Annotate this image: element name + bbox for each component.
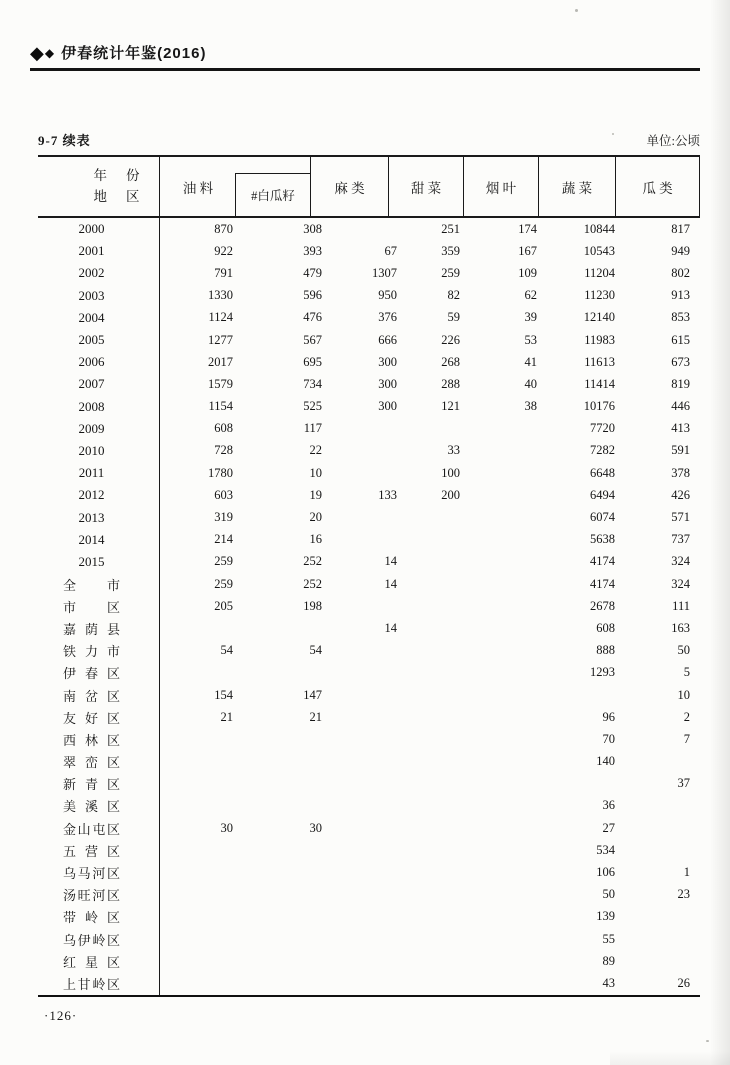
cell-value: 393 — [303, 243, 322, 258]
row-label-cell — [38, 795, 160, 817]
row-label: 带岭区 — [63, 910, 120, 926]
brand-line — [30, 42, 700, 71]
row-label: 2004 — [78, 309, 105, 325]
row-label-cell — [38, 950, 160, 972]
cell-value: 426 — [671, 487, 690, 502]
cell-value: 259 — [214, 576, 233, 591]
cell-value: 446 — [671, 399, 690, 414]
table-row — [38, 950, 700, 972]
cell-value: 12140 — [583, 310, 615, 325]
cell-value: 819 — [671, 376, 690, 391]
table-row — [38, 595, 700, 617]
cell-value: 319 — [214, 510, 233, 525]
cell-value: 36 — [602, 798, 615, 813]
row-label-cell — [38, 662, 160, 684]
cell-value: 10176 — [583, 399, 615, 414]
cell-value: 608 — [214, 421, 233, 436]
table-row — [38, 551, 700, 573]
scan-speck — [706, 1040, 709, 1042]
cell-value: 534 — [596, 842, 615, 857]
table-row — [38, 240, 700, 262]
scan-speck — [575, 9, 578, 12]
diamond-large-icon: ◆ — [30, 42, 44, 63]
table-number-label: 9-7 续表 — [38, 133, 91, 148]
row-label-cell — [38, 728, 160, 750]
cell-value: 525 — [303, 399, 322, 414]
row-label-cell — [38, 285, 160, 307]
cell-value: 913 — [671, 288, 690, 303]
cell-value: 14 — [384, 554, 397, 569]
cell-value: 205 — [214, 598, 233, 613]
cell-value: 673 — [671, 354, 690, 369]
row-label-cell — [38, 861, 160, 883]
row-label: 嘉荫县 — [63, 621, 120, 637]
row-label: 2013 — [78, 509, 105, 525]
row-label-cell — [38, 551, 160, 573]
col-header-hemp: 麻 类 — [311, 157, 389, 216]
cell-value: 37 — [677, 776, 690, 791]
cell-value: 70 — [602, 731, 615, 746]
cell-value: 2 — [683, 709, 690, 724]
table-body — [38, 218, 700, 995]
cell-value: 11613 — [584, 354, 615, 369]
cell-value: 7720 — [590, 421, 615, 436]
scan-speck — [612, 133, 614, 135]
row-label-cell — [38, 262, 160, 284]
row-label-cell — [38, 972, 160, 994]
cell-value: 922 — [214, 243, 233, 258]
row-label: 翠峦区 — [63, 755, 120, 771]
cell-value: 96 — [602, 709, 615, 724]
table-row — [38, 640, 700, 662]
cell-value: 22 — [309, 443, 322, 458]
cell-value: 16 — [309, 532, 322, 547]
cell-value: 117 — [303, 421, 322, 436]
row-label: 2012 — [78, 487, 105, 503]
cell-value: 378 — [671, 465, 690, 480]
cell-value: 214 — [214, 532, 233, 547]
cell-value: 324 — [671, 554, 690, 569]
cell-value: 23 — [677, 887, 690, 902]
row-label-cell — [38, 396, 160, 418]
row-label-cell — [38, 484, 160, 506]
cell-value: 666 — [378, 332, 397, 347]
row-label: 2008 — [78, 398, 105, 414]
col-header-oil — [160, 157, 311, 216]
row-label: 2015 — [78, 553, 105, 569]
cell-value: 300 — [378, 354, 397, 369]
cell-value: 53 — [524, 332, 537, 347]
cell-value: 1307 — [372, 265, 397, 280]
statistics-table — [38, 155, 700, 997]
cell-value: 5638 — [590, 532, 615, 547]
row-label-cell — [38, 751, 160, 773]
cell-value: 54 — [220, 643, 233, 658]
row-label: 2011 — [78, 465, 105, 481]
cell-value: 14 — [384, 576, 397, 591]
row-label-cell — [38, 906, 160, 928]
table-row — [38, 418, 700, 440]
row-label-cell — [38, 462, 160, 484]
row-label-cell — [38, 884, 160, 906]
row-label: 2002 — [78, 265, 105, 281]
stub-region-label: 地 区 — [93, 188, 140, 204]
table-header-row — [38, 157, 700, 218]
table-row — [38, 906, 700, 928]
row-label-cell — [38, 240, 160, 262]
row-label: 2003 — [78, 287, 105, 303]
cell-value: 870 — [214, 221, 233, 236]
cell-value: 6074 — [590, 510, 615, 525]
cell-value: 140 — [596, 754, 615, 769]
row-label-cell — [38, 640, 160, 662]
cell-value: 174 — [518, 221, 537, 236]
row-label-cell — [38, 440, 160, 462]
cell-value: 27 — [602, 820, 615, 835]
cell-value: 7282 — [590, 443, 615, 458]
cell-value: 252 — [303, 554, 322, 569]
table-row — [38, 218, 700, 240]
cell-value: 200 — [441, 487, 460, 502]
cell-value: 30 — [220, 820, 233, 835]
cell-value: 100 — [441, 465, 460, 480]
col-header-sugar-beet: 甜 菜 — [389, 157, 464, 216]
row-label: 金山屯区 — [63, 821, 120, 837]
cell-value: 39 — [524, 310, 537, 325]
cell-value: 4174 — [590, 576, 615, 591]
table-row — [38, 751, 700, 773]
table-row — [38, 506, 700, 528]
row-label: 2005 — [78, 332, 105, 348]
table-row — [38, 351, 700, 373]
row-label: 红星区 — [63, 954, 120, 970]
cell-value: 89 — [602, 953, 615, 968]
col-header-whitemelon-seed: #白瓜籽 — [235, 173, 310, 216]
row-label-cell — [38, 817, 160, 839]
cell-value: 2017 — [208, 354, 233, 369]
table-row — [38, 662, 700, 684]
cell-value: 571 — [671, 510, 690, 525]
row-label: 新青区 — [63, 777, 120, 793]
table-row — [38, 573, 700, 595]
page-number: ·126· — [44, 1008, 78, 1023]
cell-value: 2678 — [590, 598, 615, 613]
row-label-cell — [38, 839, 160, 861]
cell-value: 888 — [596, 643, 615, 658]
cell-value: 376 — [378, 310, 397, 325]
cell-value: 59 — [447, 310, 460, 325]
row-label: 2009 — [78, 420, 105, 436]
cell-value: 20 — [309, 510, 322, 525]
row-label-cell — [38, 373, 160, 395]
cell-value: 1 — [683, 865, 690, 880]
table-row — [38, 773, 700, 795]
col-header-tobacco: 烟 叶 — [464, 157, 539, 216]
cell-value: 608 — [596, 620, 615, 635]
cell-value: 121 — [441, 399, 460, 414]
cell-value: 359 — [441, 243, 460, 258]
cell-value: 21 — [309, 709, 322, 724]
cell-value: 734 — [303, 376, 322, 391]
cell-value: 30 — [309, 820, 322, 835]
row-label: 2010 — [78, 442, 105, 458]
cell-value: 6648 — [590, 465, 615, 480]
cell-value: 111 — [672, 598, 690, 613]
cell-value: 154 — [214, 687, 233, 702]
cell-value: 147 — [303, 687, 322, 702]
cell-value: 109 — [518, 265, 537, 280]
row-label: 市区 — [63, 599, 120, 615]
cell-value: 308 — [303, 221, 322, 236]
cell-value: 38 — [524, 399, 537, 414]
table-row — [38, 684, 700, 706]
cell-value: 41 — [524, 354, 537, 369]
row-label: 2006 — [78, 354, 105, 370]
cell-value: 324 — [671, 576, 690, 591]
row-label: 南岔区 — [63, 688, 120, 704]
row-label: 2001 — [78, 243, 105, 259]
cell-value: 603 — [214, 487, 233, 502]
table-row — [38, 396, 700, 418]
stub-year-label: 年 份 — [93, 167, 140, 183]
row-label-cell — [38, 617, 160, 639]
cell-value: 198 — [303, 598, 322, 613]
cell-value: 300 — [378, 399, 397, 414]
cell-value: 268 — [441, 354, 460, 369]
row-label-cell — [38, 706, 160, 728]
cell-value: 802 — [671, 265, 690, 280]
row-label: 2007 — [78, 376, 105, 392]
cell-value: 949 — [671, 243, 690, 258]
table-row — [38, 529, 700, 551]
table-row — [38, 861, 700, 883]
row-label: 全市 — [63, 577, 120, 593]
row-label-cell — [38, 418, 160, 440]
row-label: 友好区 — [63, 710, 120, 726]
cell-value: 55 — [602, 931, 615, 946]
cell-value: 82 — [447, 288, 460, 303]
running-head — [30, 42, 700, 71]
cell-value: 10 — [309, 465, 322, 480]
cell-value: 11983 — [584, 332, 615, 347]
cell-value: 33 — [447, 443, 460, 458]
cell-value: 1579 — [208, 376, 233, 391]
cell-value: 21 — [220, 709, 233, 724]
cell-value: 11230 — [584, 288, 615, 303]
oil-header-label: 油 料 — [182, 180, 214, 196]
col-header-year-region — [38, 157, 160, 216]
scan-bottom-shading — [610, 1051, 730, 1065]
row-label: 西林区 — [63, 732, 120, 748]
cell-value: 163 — [671, 620, 690, 635]
cell-value: 7 — [683, 731, 690, 746]
row-label-cell — [38, 595, 160, 617]
table-row — [38, 795, 700, 817]
cell-value: 728 — [214, 443, 233, 458]
table-meta — [38, 130, 700, 149]
table-row — [38, 484, 700, 506]
cell-value: 62 — [524, 288, 537, 303]
cell-value: 259 — [441, 265, 460, 280]
cell-value: 10543 — [583, 243, 615, 258]
table-row — [38, 928, 700, 950]
row-label-cell — [38, 307, 160, 329]
cell-value: 567 — [303, 332, 322, 347]
row-label: 上甘岭区 — [63, 976, 120, 992]
cell-value: 10 — [677, 687, 690, 702]
row-label-cell — [38, 928, 160, 950]
scan-edge-shading — [710, 0, 730, 1065]
cell-value: 615 — [671, 332, 690, 347]
cell-value: 251 — [441, 221, 460, 236]
cell-value: 791 — [214, 265, 233, 280]
row-label-cell — [38, 684, 160, 706]
table-row — [38, 884, 700, 906]
table-row — [38, 329, 700, 351]
cell-value: 50 — [602, 887, 615, 902]
cell-value: 50 — [677, 643, 690, 658]
diamond-small-icon: ◆ — [44, 45, 55, 60]
table-row — [38, 706, 700, 728]
cell-value: 167 — [518, 243, 537, 258]
cell-value: 591 — [671, 443, 690, 458]
row-label-cell — [38, 329, 160, 351]
row-label: 乌伊岭区 — [63, 932, 120, 948]
cell-value: 1293 — [590, 665, 615, 680]
unit-label: 单位:公顷 — [646, 134, 700, 148]
cell-value: 11414 — [584, 376, 615, 391]
table-row — [38, 307, 700, 329]
table-row — [38, 839, 700, 861]
cell-value: 11204 — [584, 265, 615, 280]
cell-value: 1277 — [208, 332, 233, 347]
cell-value: 853 — [671, 310, 690, 325]
cell-value: 5 — [683, 665, 690, 680]
cell-value: 252 — [303, 576, 322, 591]
cell-value: 106 — [596, 865, 615, 880]
row-label-cell — [38, 506, 160, 528]
cell-value: 4174 — [590, 554, 615, 569]
table-row — [38, 440, 700, 462]
cell-value: 54 — [309, 643, 322, 658]
row-label: 2014 — [78, 531, 105, 547]
cell-value: 476 — [303, 310, 322, 325]
cell-value: 950 — [378, 288, 397, 303]
cell-value: 19 — [309, 487, 322, 502]
table-row — [38, 617, 700, 639]
row-label: 美溪区 — [63, 799, 120, 815]
cell-value: 40 — [524, 376, 537, 391]
row-label: 五营区 — [63, 843, 120, 859]
table-row — [38, 817, 700, 839]
row-label-cell — [38, 529, 160, 551]
table-row — [38, 262, 700, 284]
cell-value: 288 — [441, 376, 460, 391]
cell-value: 10844 — [583, 221, 615, 236]
row-label: 铁力市 — [63, 644, 120, 660]
cell-value: 226 — [441, 332, 460, 347]
cell-value: 596 — [303, 288, 322, 303]
table-row — [38, 728, 700, 750]
cell-value: 817 — [671, 221, 690, 236]
table-row — [38, 285, 700, 307]
cell-value: 67 — [384, 243, 397, 258]
cell-value: 6494 — [590, 487, 615, 502]
cell-value: 695 — [303, 354, 322, 369]
row-label-cell — [38, 573, 160, 595]
row-label: 乌马河区 — [63, 866, 120, 882]
cell-value: 26 — [677, 975, 690, 990]
table-row — [38, 373, 700, 395]
cell-value: 1154 — [208, 399, 233, 414]
col-header-vegetables: 蔬 菜 — [539, 157, 616, 216]
cell-value: 259 — [214, 554, 233, 569]
table-row — [38, 462, 700, 484]
cell-value: 14 — [384, 620, 397, 635]
row-label-cell — [38, 773, 160, 795]
page-title: 伊春统计年鉴(2016) — [61, 45, 207, 62]
row-label: 汤旺河区 — [63, 888, 120, 904]
cell-value: 139 — [596, 909, 615, 924]
cell-value: 300 — [378, 376, 397, 391]
cell-value: 413 — [671, 421, 690, 436]
table-row — [38, 972, 700, 994]
col-header-melons: 瓜 类 — [616, 157, 700, 216]
cell-value: 737 — [671, 532, 690, 547]
cell-value: 43 — [602, 975, 615, 990]
row-label-cell — [38, 351, 160, 373]
cell-value: 133 — [378, 487, 397, 502]
cell-value: 1330 — [208, 288, 233, 303]
row-label-cell — [38, 218, 160, 240]
cell-value: 1124 — [208, 310, 233, 325]
cell-value: 1780 — [208, 465, 233, 480]
cell-value: 479 — [303, 265, 322, 280]
row-label: 伊春区 — [63, 666, 120, 682]
row-label: 2000 — [78, 221, 105, 237]
